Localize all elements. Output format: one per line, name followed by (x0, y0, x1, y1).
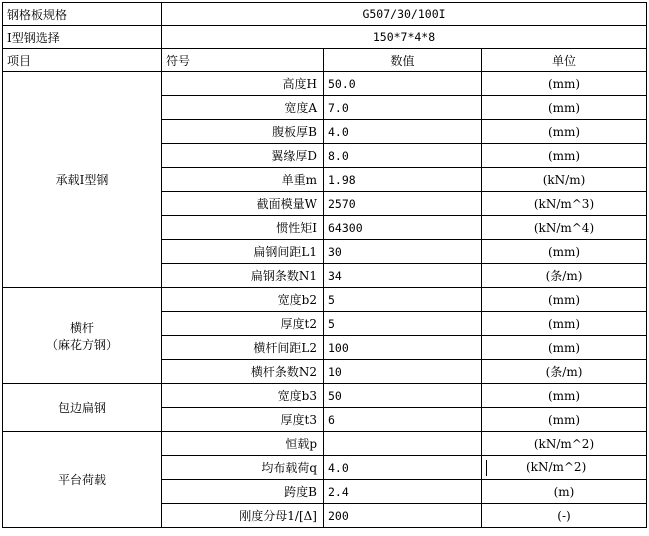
value-cell[interactable]: 200 (324, 504, 482, 528)
unit-label: (条/m) (545, 365, 583, 379)
unit-cell[interactable] (482, 72, 647, 96)
value-cell[interactable] (324, 432, 482, 456)
value-cell[interactable]: 50 (324, 384, 482, 408)
unit-label: (mm) (547, 340, 581, 355)
unit-label: (mm) (547, 388, 581, 403)
value-cell[interactable]: 100 (324, 336, 482, 360)
group-name-cell[interactable] (3, 432, 162, 528)
unit-label: (m) (553, 484, 575, 499)
value-cell[interactable]: 4.0 (324, 120, 482, 144)
unit-label: (kN/m) (542, 172, 586, 187)
group-name-cell[interactable] (3, 384, 162, 432)
unit-label: (条/m) (545, 269, 583, 283)
symbol-cell[interactable]: 扁钢条数N1 (162, 264, 324, 288)
group-name-line: 承载I型钢 (55, 173, 109, 187)
table-row (3, 288, 647, 312)
unit-label: (mm) (547, 292, 581, 307)
group-name-line: 平台荷载 (57, 473, 106, 487)
value-cell[interactable]: 5 (324, 288, 482, 312)
beam-row (3, 26, 647, 49)
value-cell[interactable]: 2570 (324, 192, 482, 216)
unit-label: (kN/m^4) (533, 220, 595, 235)
unit-label: (mm) (547, 244, 581, 259)
column-header-unit[interactable]: 单位 (482, 49, 647, 72)
table-row (3, 432, 647, 456)
value-cell[interactable]: 1.98 (324, 168, 482, 192)
symbol-cell[interactable]: 横杆间距L2 (162, 336, 324, 360)
unit-cell[interactable] (482, 168, 647, 192)
unit-label: (mm) (547, 148, 581, 163)
value-cell[interactable]: 6 (324, 408, 482, 432)
symbol-cell[interactable]: 截面模量W (162, 192, 324, 216)
unit-label: (-) (557, 508, 571, 523)
table-row (3, 72, 647, 96)
unit-label: (mm) (547, 100, 581, 115)
group-name-line: （麻花方钢） (45, 337, 118, 352)
symbol-cell[interactable]: 横杆条数N2 (162, 360, 324, 384)
unit-cell[interactable] (482, 312, 647, 336)
column-header-item[interactable]: 项目 (3, 49, 162, 72)
symbol-cell[interactable]: 腹板厚B (162, 120, 324, 144)
unit-cell[interactable] (482, 336, 647, 360)
unit-cell[interactable] (482, 504, 647, 528)
symbol-cell[interactable]: 恒载p (162, 432, 324, 456)
symbol-cell[interactable]: 宽度b2 (162, 288, 324, 312)
symbol-cell[interactable]: 高度H (162, 72, 324, 96)
column-header-row (3, 49, 647, 72)
symbol-cell[interactable]: 扁钢间距L1 (162, 240, 324, 264)
symbol-cell[interactable]: 翼缘厚D (162, 144, 324, 168)
unit-cell[interactable] (482, 240, 647, 264)
value-cell[interactable]: 2.4 (324, 480, 482, 504)
group-name-line: 包边扁钢 (57, 401, 106, 415)
column-header-value[interactable]: 数值 (324, 49, 482, 72)
group-name-cell[interactable] (3, 288, 162, 384)
unit-cell[interactable] (482, 384, 647, 408)
value-cell[interactable]: 30 (324, 240, 482, 264)
symbol-cell[interactable]: 厚度t2 (162, 312, 324, 336)
unit-cell[interactable] (482, 480, 647, 504)
unit-cell[interactable] (482, 408, 647, 432)
spec-row (3, 3, 647, 26)
symbol-cell[interactable]: 刚度分母1/[Δ] (162, 504, 324, 528)
unit-cell[interactable] (482, 120, 647, 144)
unit-label: (kN/m^2) (526, 460, 587, 474)
text-cursor (486, 460, 487, 476)
unit-cell[interactable] (482, 360, 647, 384)
symbol-cell[interactable]: 均布载荷q (162, 456, 324, 480)
group-name-cell[interactable] (3, 72, 162, 288)
symbol-cell[interactable]: 惯性矩I (162, 216, 324, 240)
unit-cell[interactable] (482, 288, 647, 312)
unit-label: (mm) (547, 124, 581, 139)
unit-label: (mm) (547, 412, 581, 427)
column-header-symbol[interactable]: 符号 (162, 49, 324, 72)
unit-cell[interactable] (482, 144, 647, 168)
value-cell[interactable]: 50.0 (324, 72, 482, 96)
unit-label: (kN/m^2) (533, 436, 595, 451)
unit-cell[interactable] (482, 216, 647, 240)
symbol-cell[interactable]: 跨度B (162, 480, 324, 504)
value-cell[interactable]: 10 (324, 360, 482, 384)
value-cell[interactable]: 7.0 (324, 96, 482, 120)
steel-grating-spec-table (2, 2, 647, 528)
value-cell[interactable]: 8.0 (324, 144, 482, 168)
spec-label-cell[interactable]: 钢格板规格 (3, 3, 162, 26)
symbol-cell[interactable]: 宽度b3 (162, 384, 324, 408)
unit-cell[interactable] (482, 456, 647, 480)
spec-value-cell[interactable]: G507/30/100I (162, 3, 647, 26)
unit-cell[interactable] (482, 192, 647, 216)
symbol-cell[interactable]: 厚度t3 (162, 408, 324, 432)
value-cell[interactable]: 5 (324, 312, 482, 336)
beam-label-cell[interactable]: I型钢选择 (3, 26, 162, 49)
value-cell[interactable]: 34 (324, 264, 482, 288)
unit-cell[interactable] (482, 264, 647, 288)
table-row (3, 384, 647, 408)
symbol-cell[interactable]: 宽度A (162, 96, 324, 120)
symbol-cell[interactable]: 单重m (162, 168, 324, 192)
unit-cell[interactable] (482, 96, 647, 120)
unit-label: (mm) (547, 316, 581, 331)
value-cell[interactable]: 64300 (324, 216, 482, 240)
unit-label: (mm) (547, 76, 581, 91)
beam-value-cell[interactable]: 150*7*4*8 (162, 26, 647, 49)
value-cell[interactable]: 4.0 (324, 456, 482, 480)
group-name-line: 横杆 (69, 320, 94, 335)
unit-cell[interactable] (482, 432, 647, 456)
unit-label: (kN/m^3) (533, 196, 595, 211)
